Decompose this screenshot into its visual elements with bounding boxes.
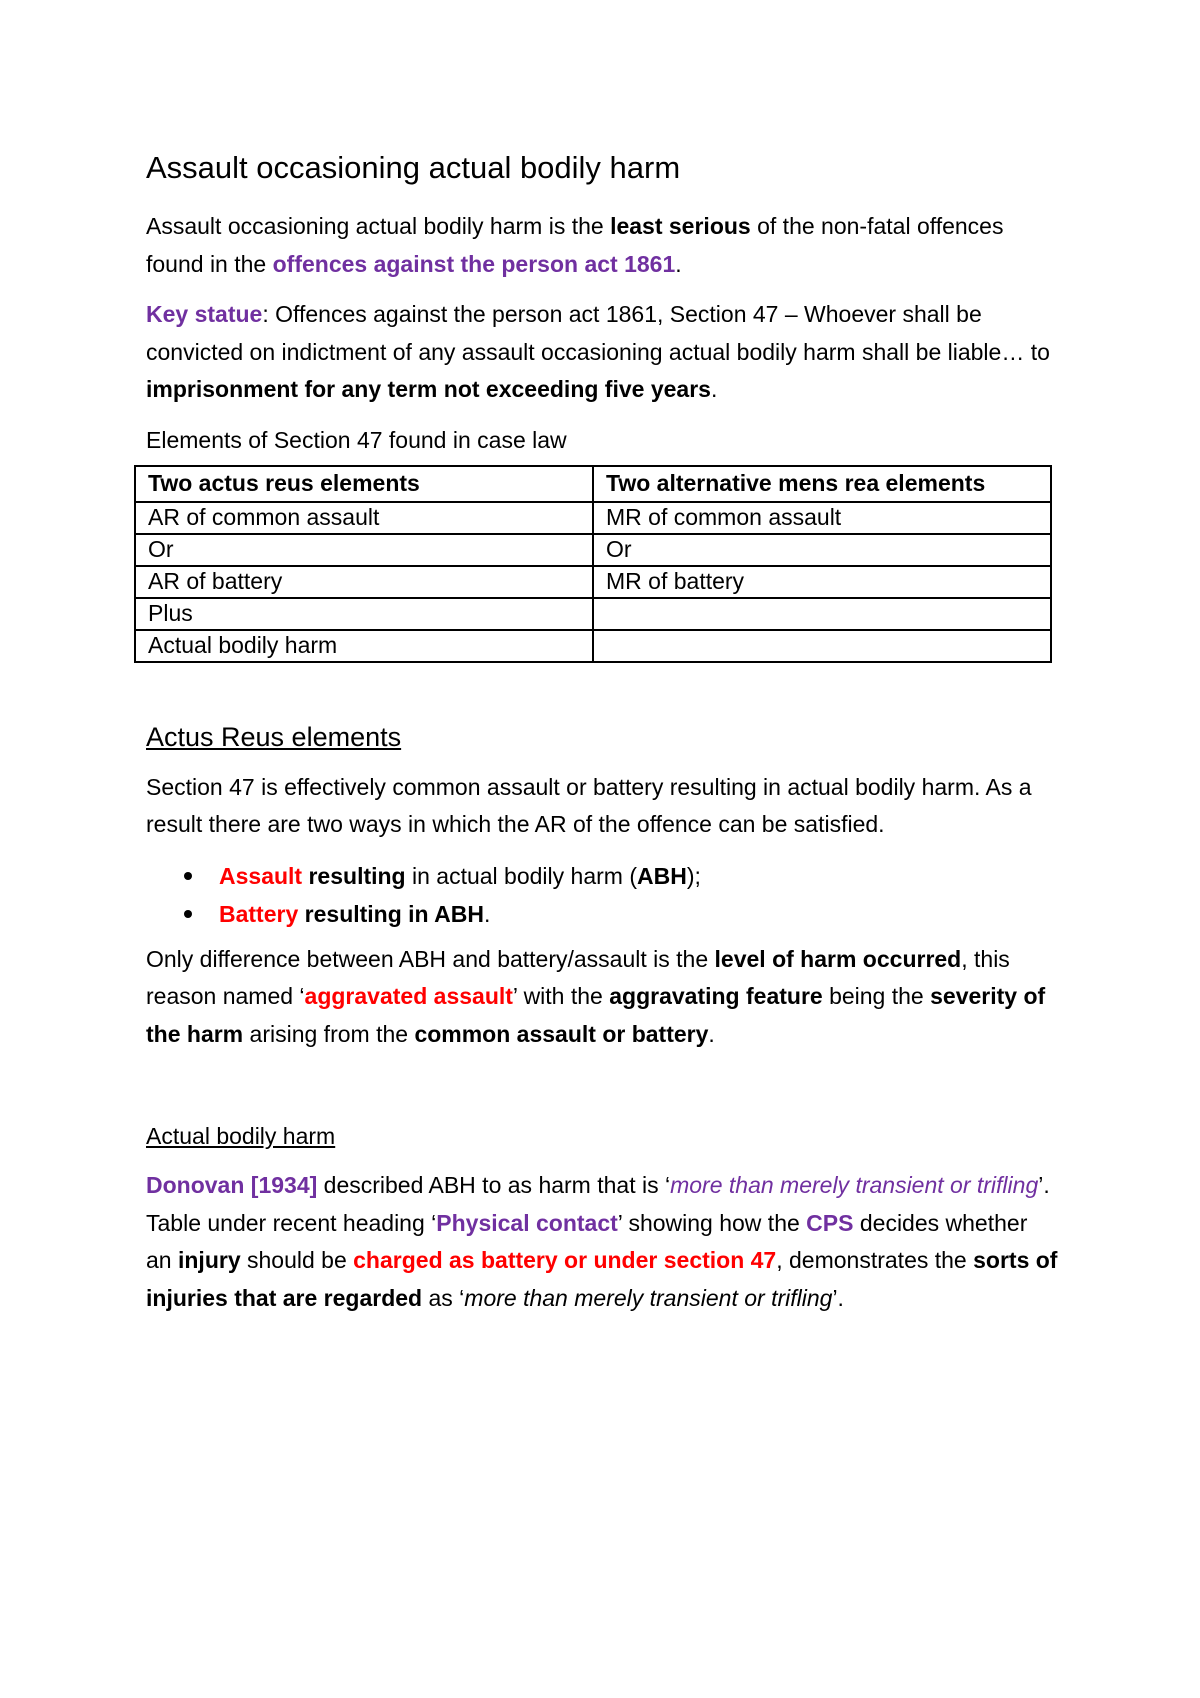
actus-reus-list [146,857,1058,933]
table-cell: AR of common assault [135,502,593,534]
table-header-row [135,466,1051,502]
actus-reus-heading: Actus Reus elements [146,721,402,752]
table-row [135,630,1051,662]
spacer [146,1066,1058,1118]
table-cell: Plus [135,598,593,630]
actual-bodily-harm-paragraph: Donovan [1934] described ABH to as harm that is ‘more than merely transient or trifling’. Table under recent heading ‘Physical contact’ showing how the CPS decides whether an injury should be charged as battery or under section 47, demonstrates the sorts of injuries that are regarded as ‘more than merely transient or trifling’. [146,1172,1058,1311]
document-content [146,146,1058,1330]
table-cell: Or [135,534,593,566]
table-row [135,502,1051,534]
table-header-cell: Two actus reus elements [135,466,593,502]
table-row [135,566,1051,598]
table-cell [593,598,1051,630]
table-cell: MR of battery [593,566,1051,598]
difference-paragraph: Only difference between ABH and battery/assault is the level of harm occurred, this reason named ‘aggravated assault’ with the aggravating feature being the severity of the harm arising from the common assault or battery. [146,945,1046,1047]
table-row [135,534,1051,566]
table-cell: MR of common assault [593,502,1051,534]
table-cell: Or [593,534,1051,566]
actus-reus-paragraph: Section 47 is effectively common assault or battery resulting in actual bodily harm. As a result there are two ways in which the AR of the offence can be satisfied. [146,773,1032,837]
list-item: Battery resulting in ABH. [146,895,1058,933]
list-item: Assault resulting in actual bodily harm (ABH); [146,857,1058,895]
page-title: Assault occasioning actual bodily harm [146,150,681,185]
intro-paragraph: Assault occasioning actual bodily harm is the least serious of the non-fatal offences found in the offences against the person act 1861. [146,213,1004,277]
key-statute-paragraph: Key statue: Offences against the person act 1861, Section 47 – Whoever shall be convicted on indictment of any assault occasioning actual bodily harm shall be liable… to imprisonment for any term not exceeding five years. [146,301,1050,402]
table-cell [593,630,1051,662]
table-header-cell: Two alternative mens rea elements [593,466,1051,502]
bullet-icon [184,910,192,918]
actual-bodily-harm-heading: Actual bodily harm [146,1123,336,1149]
table-row [135,598,1051,630]
table-cell: AR of battery [135,566,593,598]
elements-heading: Elements of Section 47 found in case law [146,426,567,453]
bullet-icon [184,872,192,880]
table-cell: Actual bodily harm [135,630,593,662]
elements-table [134,465,1052,663]
